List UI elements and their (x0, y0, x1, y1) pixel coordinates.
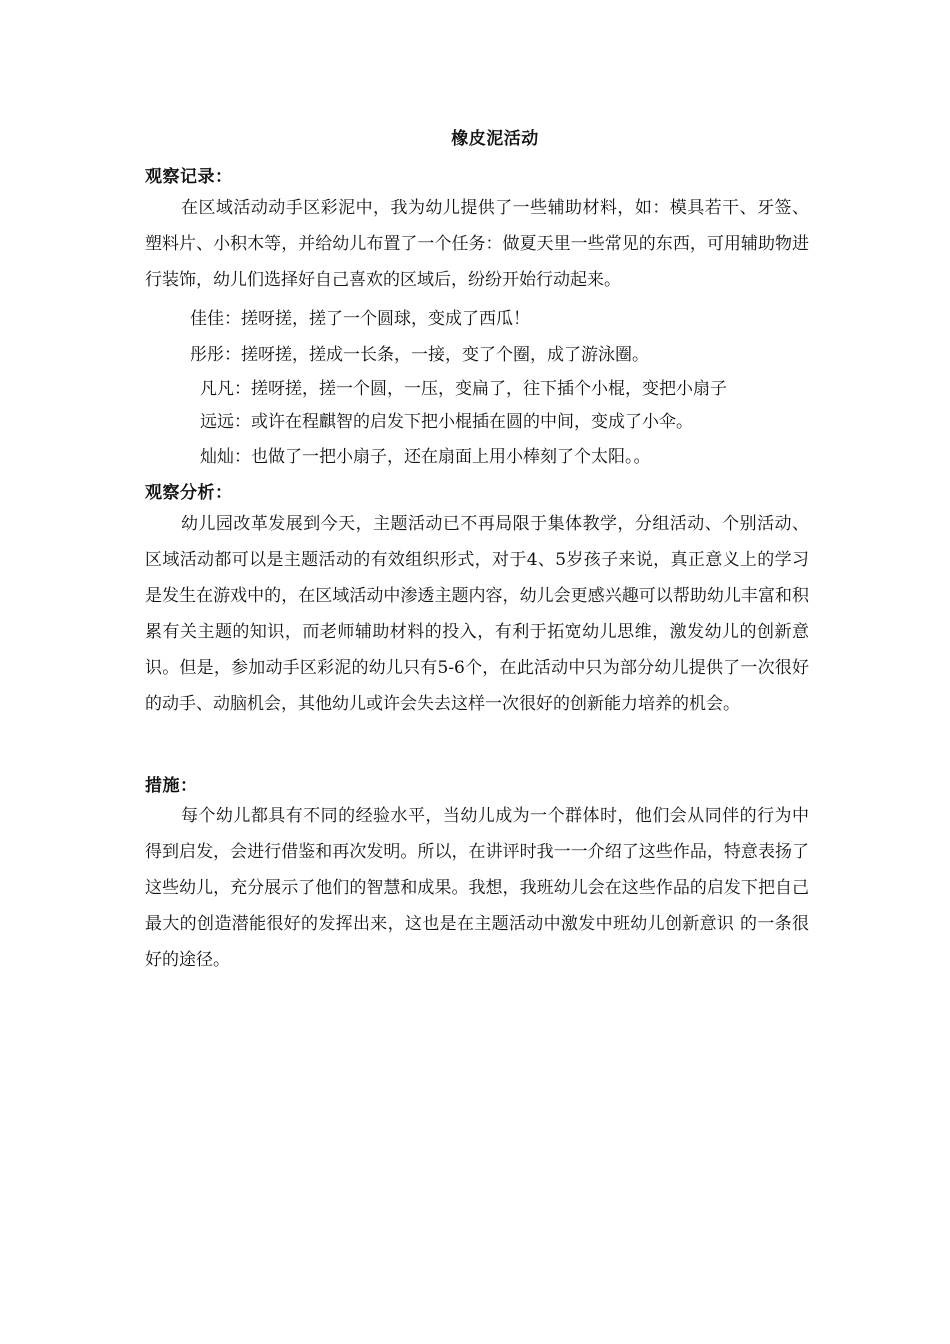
observation-heading: 观察记录： (145, 167, 233, 187)
analysis-paragraph: 幼儿园改革发展到今天，主题活动已不再局限于集体教学，分组活动、个别活动、区域活动都可以是主题活动的有效组织形式，对于4、5岁孩子来说，真正意义上的学习是发生在游戏中的，在区域活动中渗透主题内容，幼儿会更感兴趣可以帮助幼儿丰富和积累有关主题的知识，而老师辅助材料的投入，有利于拓宽幼儿思维，激发幼儿的创新意识。但是，参加动手区彩泥的幼儿只有5-6个，在此活动中只为部分幼儿提供了一次很好的动手、动脑机会，其他幼儿或许会失去这样一次很好的创新能力培养的机会。 (145, 514, 809, 714)
dialog-line-jiajia: 佳佳：搓呀搓，搓了一个圆球，变成了西瓜！ (190, 309, 530, 329)
analysis-heading: 观察分析： (145, 483, 233, 503)
dialog-line-cancan: 灿灿：也做了一把小扇子，还在扇面上用小棒刻了个太阳。。 (200, 447, 651, 467)
measures-heading: 措施： (145, 776, 198, 796)
dialog-line-tongtong: 彤彤：搓呀搓，搓成一长条，一接，变了个圈，成了游泳圈。 (190, 345, 649, 365)
dialog-line-fanfan: 凡凡：搓呀搓，搓一个圆，一压，变扁了，往下插个小棍，变把小扇子 (200, 379, 727, 399)
measures-paragraph: 每个幼儿都具有不同的经验水平，当幼儿成为一个群体时，他们会从同伴的行为中得到启发，会进行借鉴和再次发明。所以，在讲评时我一一介绍了这些作品，特意表扬了这些幼儿，充分展示了他们的智慧和成果。我想，我班幼儿会在这些作品的启发下把自己最大的创造潜能很好的发挥出来，这也是在主题活动中激发中班幼儿创新意识 的一条很好的途径。 (145, 806, 809, 970)
document-title: 橡皮泥活动 (451, 129, 539, 149)
observation-intro-paragraph: 在区域活动动手区彩泥中，我为幼儿提供了一些辅助材料，如：模具若干、牙签、塑料片、小积木等，并给幼儿布置了一个任务：做夏天里一些常见的东西，可用辅助物进行装饰，幼儿们选择好自己喜欢的区域后，纷纷开始行动起来。 (145, 198, 809, 290)
dialog-line-yuanyuan: 远远：或许在程麒智的启发下把小棍插在圆的中间，变成了小伞。 (200, 412, 693, 432)
